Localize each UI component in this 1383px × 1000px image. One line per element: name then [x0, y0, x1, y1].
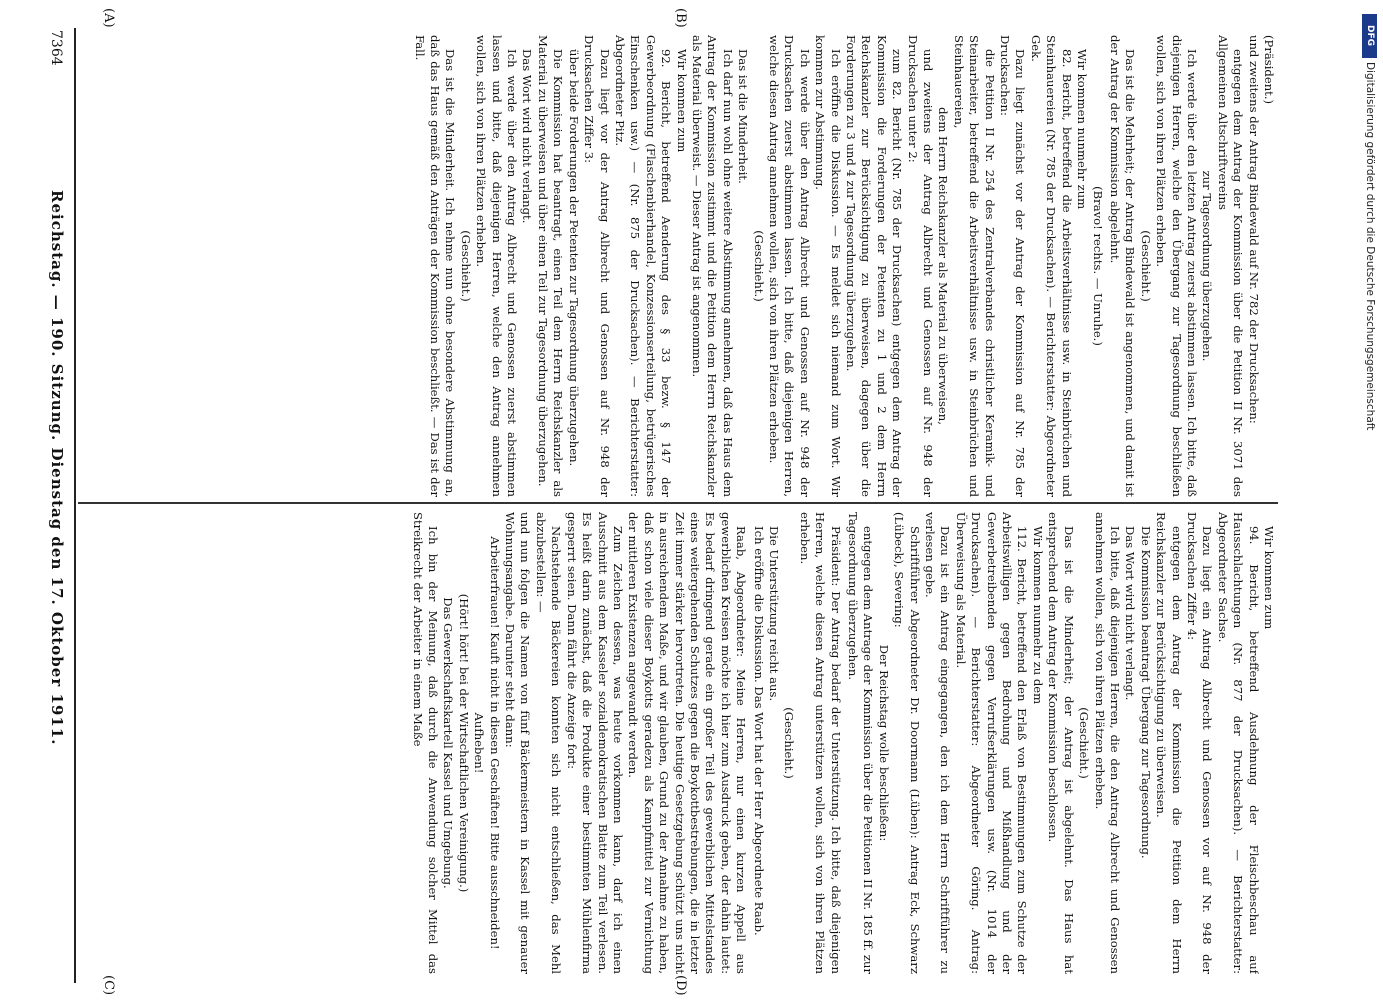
paragraph: Das Gewerkschaftskartell Kassel und Umgebung. [441, 597, 456, 889]
paragraph: Dazu liegt vor der Antrag Albrecht und Genossen auf Nr. 948 der Drucksachen Ziffer 3: [582, 35, 612, 497]
paragraph: 112. Bericht, betreffend den Erlaß von Bestimmungen zum Schutze der Arbeitswilligen gegen Bedrohung und Mißhandlung und der Gewerbetreibenden gegen Verrufserklärungen usw. (Nr. 1014 der Drucksachen). — Berichterstatter: Abgeordneter Göring. Antrag: Überweisung als Material. [953, 512, 1030, 974]
paragraph: Ich bitte, daß diejenigen Herren, die den Antrag Albrecht und Genossen annehmen wollen, sich von ihren Plätzen erheben. [1092, 512, 1122, 974]
paragraph: (Bravo! rechts. — Unruhe.) [1090, 186, 1105, 346]
paragraph: 92. Bericht, betreffend Aenderung des § 33 bezw. § 147 der Gewerbeordnung (Flaschenbierhandel, Konzessionserteilung, betrügerisches Einschenken usw.) — (Nr. 875 der Drucksachen). — Berichterstatter: Abgeordneter Pitz. [612, 35, 674, 497]
paragraph: über beide Forderungen der Petenten zur Tagesordnung überzugehen. [566, 49, 581, 467]
column-divider [78, 502, 1278, 504]
paragraph: Das ist die Minderheit. [736, 49, 751, 184]
paragraph: (Präsident.) [1262, 35, 1276, 105]
paragraph: Die Unterstützung reicht aus. [767, 526, 781, 702]
paragraph: Wir kommen zum [674, 49, 689, 153]
paragraph: Das ist die Minderheit; der Antrag ist abgelehnt. Das Haus hat entsprechend dem Antrag der Kommission beschlossen. [1046, 512, 1076, 974]
paragraph: Dazu liegt zunächst vor der Antrag der Kommission auf Nr. 785 der Drucksachen: [998, 35, 1028, 497]
paragraph: Wir kommen nunmehr zum [1075, 49, 1090, 210]
paragraph: Ich werde über den letzten Antrag zuerst abstimmen lassen. Ich bitte, daß diejenigen Herren, welche den Übergang zur Tagesordnung beschließen wollen, sich von ihren Plätzen erheben. [1154, 35, 1199, 497]
paragraph: Arbeiterfrauen! Kauft nicht in diesen Geschäften! Bitte ausschneiden! Aufheben! [472, 536, 502, 950]
paragraph: Der Reichstag wolle beschließen: [876, 644, 891, 842]
paragraph: entgegen dem Antrag der Kommission über die Petition II Nr. 3071 des Allgemeinen Altschriftvereins [1215, 35, 1246, 497]
paragraph: (Geschieht.) [1138, 230, 1153, 302]
paragraph: Das Wort wird nicht verlangt. [1123, 526, 1138, 701]
paragraph: Schriftführer Abgeordneter Dr. Doormann (Lüben): Antrag Eck, Schwarz (Lübeck), Severing: [892, 512, 922, 974]
paragraph: Die Kommission hat beantragt, einen Teil dem Herrn Reichskanzler als Material zu überweisen und über einen Teil zur Tagesordnung überzugehen. [535, 35, 566, 497]
paragraph: entgegen dem Antrag der Kommission die Petition dem Herrn Reichskanzler zur Berücksichtigung zu überweisen. [1154, 512, 1184, 974]
page-header [40, 30, 70, 970]
margin-label-a: (A) [101, 8, 116, 28]
paragraph: Ich darf nun wohl ohne weitere Abstimmung annehmen, daß das Haus dem Antrag der Kommission zustimmt und die Petition dem Herrn Reichskanzler als Material überweist. — Dieser Antrag ist angenommen. [689, 35, 735, 497]
paragraph: Wir kommen zum [1262, 526, 1276, 630]
margin-label-d: (D) [673, 975, 688, 996]
margin-label-c: (C) [101, 975, 116, 996]
paragraph: Zum Zeichen dessen, was heute vorkommen kann, darf ich einen Ausschnitt aus dem Kasseler sozialdemokratischen Blatte zum Teil verlesen. Es heißt darin zunächst, daß die Produkte einer bestimmten Mühlenfirma gesperrt seien. Dann fährt die Anzeige fort: [564, 512, 625, 974]
paragraph: dem Herrn Reichskanzler als Material zu überweisen, [936, 107, 951, 425]
paragraph: und zweitens der Antrag Albrecht und Genossen auf Nr. 948 der Drucksachen unter 2: [905, 35, 936, 497]
paragraph: (Hört! hört! bei der Wirtschaftlichen Vereinigung.) [456, 593, 471, 893]
right-column [81, 512, 1276, 974]
dfg-logo: DFG [1362, 14, 1377, 58]
paragraph: Ich werde über den Antrag Albrecht und Genossen zuerst abstimmen lassen und bitte, daß diejenigen Herren, welche den Antrag annehmen wollen, sich von ihren Plätzen erheben. [474, 35, 520, 497]
paragraph: und zweitens der Antrag Bindewald auf Nr. 782 der Drucksachen: [1246, 35, 1261, 424]
left-column [81, 35, 1276, 497]
paragraph: (Geschieht.) [751, 230, 766, 302]
page-number: 7364 [48, 30, 64, 66]
paragraph: Präsident: Der Antrag bedarf der Unterstützung. Ich bitte, daß diejenigen Herren, welche diesen Antrag unterstützen wollen, sich von ihren Plätzen erheben. [797, 512, 843, 974]
paragraph: die Petition II Nr. 254 des Zentralverbandes christlicher Keramik- und Steinarbeiter, betreffend die Arbeitsverhältnisse usw. in Steinbrüchen und Steinhauereien, [951, 35, 997, 497]
paragraph: Nachstehende Bäckereien konnten sich nicht entschließen, das Mehl abzubestellen: — [533, 512, 564, 974]
paragraph: Dazu liegt ein Antrag Albrecht und Genossen vor auf Nr. 948 der Drucksachen Ziffer 4: [1184, 512, 1215, 974]
paragraph: (Geschieht.) [458, 230, 473, 302]
paragraph: entgegen dem Antrage der Kommission über die Petitionen II Nr. 185 ff. zur Tagesordnung überzugehen. [846, 512, 876, 974]
paragraph: Die Kommission beantragt Übergang zur Tagesordnung. [1138, 526, 1153, 859]
paragraph: Dazu ist ein Antrag eingegangen, den ich dem Herrn Schriftführer zu verlesen gebe. [923, 512, 953, 974]
paragraph: Wir kommen nunmehr zu dem [1030, 526, 1045, 705]
paragraph: zur Tagesordnung überzugehen. [1200, 170, 1215, 362]
paragraph: 94. Bericht, betreffend Ausdehnung der Fleischbeschau auf Hausschlachtungen (Nr. 877 der Drucksachen). — Berichterstatter: Abgeordneter Sachse. [1215, 512, 1261, 974]
paragraph: (Geschieht.) [1077, 707, 1092, 779]
paragraph: (Geschieht.) [782, 707, 797, 779]
paragraph: Ich eröffne die Diskussion. — Es meldet sich niemand zum Wort. Wir kommen zur Abstimmung. [813, 35, 843, 497]
paragraph: 82. Bericht, betreffend die Arbeitsverhältnisse usw. in Steinbrüchen und Steinhauereien (Nr. 785 der Drucksachen). — Berichterstatter: Abgeordneter Gek. [1028, 35, 1074, 497]
paragraph: Das ist die Mehrheit; der Antrag Bindewald ist angenommen, und damit ist der Antrag der Kommission abgelehnt. [1107, 35, 1138, 497]
page-title: Reichstag. — 190. Sitzung. Dienstag den 17. Oktober 1911. [48, 190, 66, 746]
digitization-credit: Digitalisierung gefördert durch die Deutsche Forschungsgemeinschaft [1364, 62, 1376, 431]
paragraph: Ich werde über den Antrag Albrecht und Genossen auf Nr. 948 der Drucksachen zuerst abstimmen lassen. Ich bitte, daß diejenigen Herren, welche diesen Antrag annehmen wollen, sich von ihren Plätzen erheben. [767, 35, 812, 497]
paragraph: Das Wort wird nicht verlangt. [520, 49, 535, 224]
paragraph: und nun folgen die Namen von fünf Bäckermeistern in Kassel mit genauer Wohnungsangabe. Darunter steht dann: [503, 512, 533, 974]
paragraph: Ich bin der Meinung, daß durch die Anwendung solcher Mittel das Streikrecht der Arbeiter in einem Maße [410, 512, 441, 974]
paragraph: Das ist die Minderheit. Ich nehme nun ohne besondere Abstimmung an, daß das Haus gemäß den Anträgen der Kommission beschließt. — Das ist der Fall. [412, 35, 458, 497]
paragraph: Ich eröffne die Diskussion. Das Wort hat der Herr Abgeordnete Raab. [751, 526, 766, 936]
paragraph: zum 82. Bericht (Nr. 785 der Drucksachen) entgegen dem Antrag der Kommission die Forderungen der Petenten zu 1 und 2 dem Herrn Reichskanzler zur Berücksichtigung zu überweisen, dagegen über die Forderungen zu 3 und 4 zur Tagesordnung überzugehen. [844, 35, 905, 497]
header-rule [74, 28, 76, 983]
margin-label-b: (B) [673, 8, 688, 28]
paragraph: Raab, Abgeordneter: Meine Herren, nur einen kurzen Appell aus gewerblichen Kreisen möchte ich hier zum Ausdruck geben, der dahin lautet: Es bedarf dringend gerade ein großer Teil des gewerblichen Mittelstandes eines weitergehenden Schutzes gegen die Boykottbestrebungen, die in letzter Zeit immer stärker hervortreten. Die heutige Gesetzgebung schützt uns nicht in ausreichendem Maße, und wir glauben, Grund zu der Annahme zu haben, daß schon viele dieser Boykotts geradezu als Kampfmittel zur Vernichtung der mittleren Existenzen angewandt werden. [626, 512, 749, 974]
